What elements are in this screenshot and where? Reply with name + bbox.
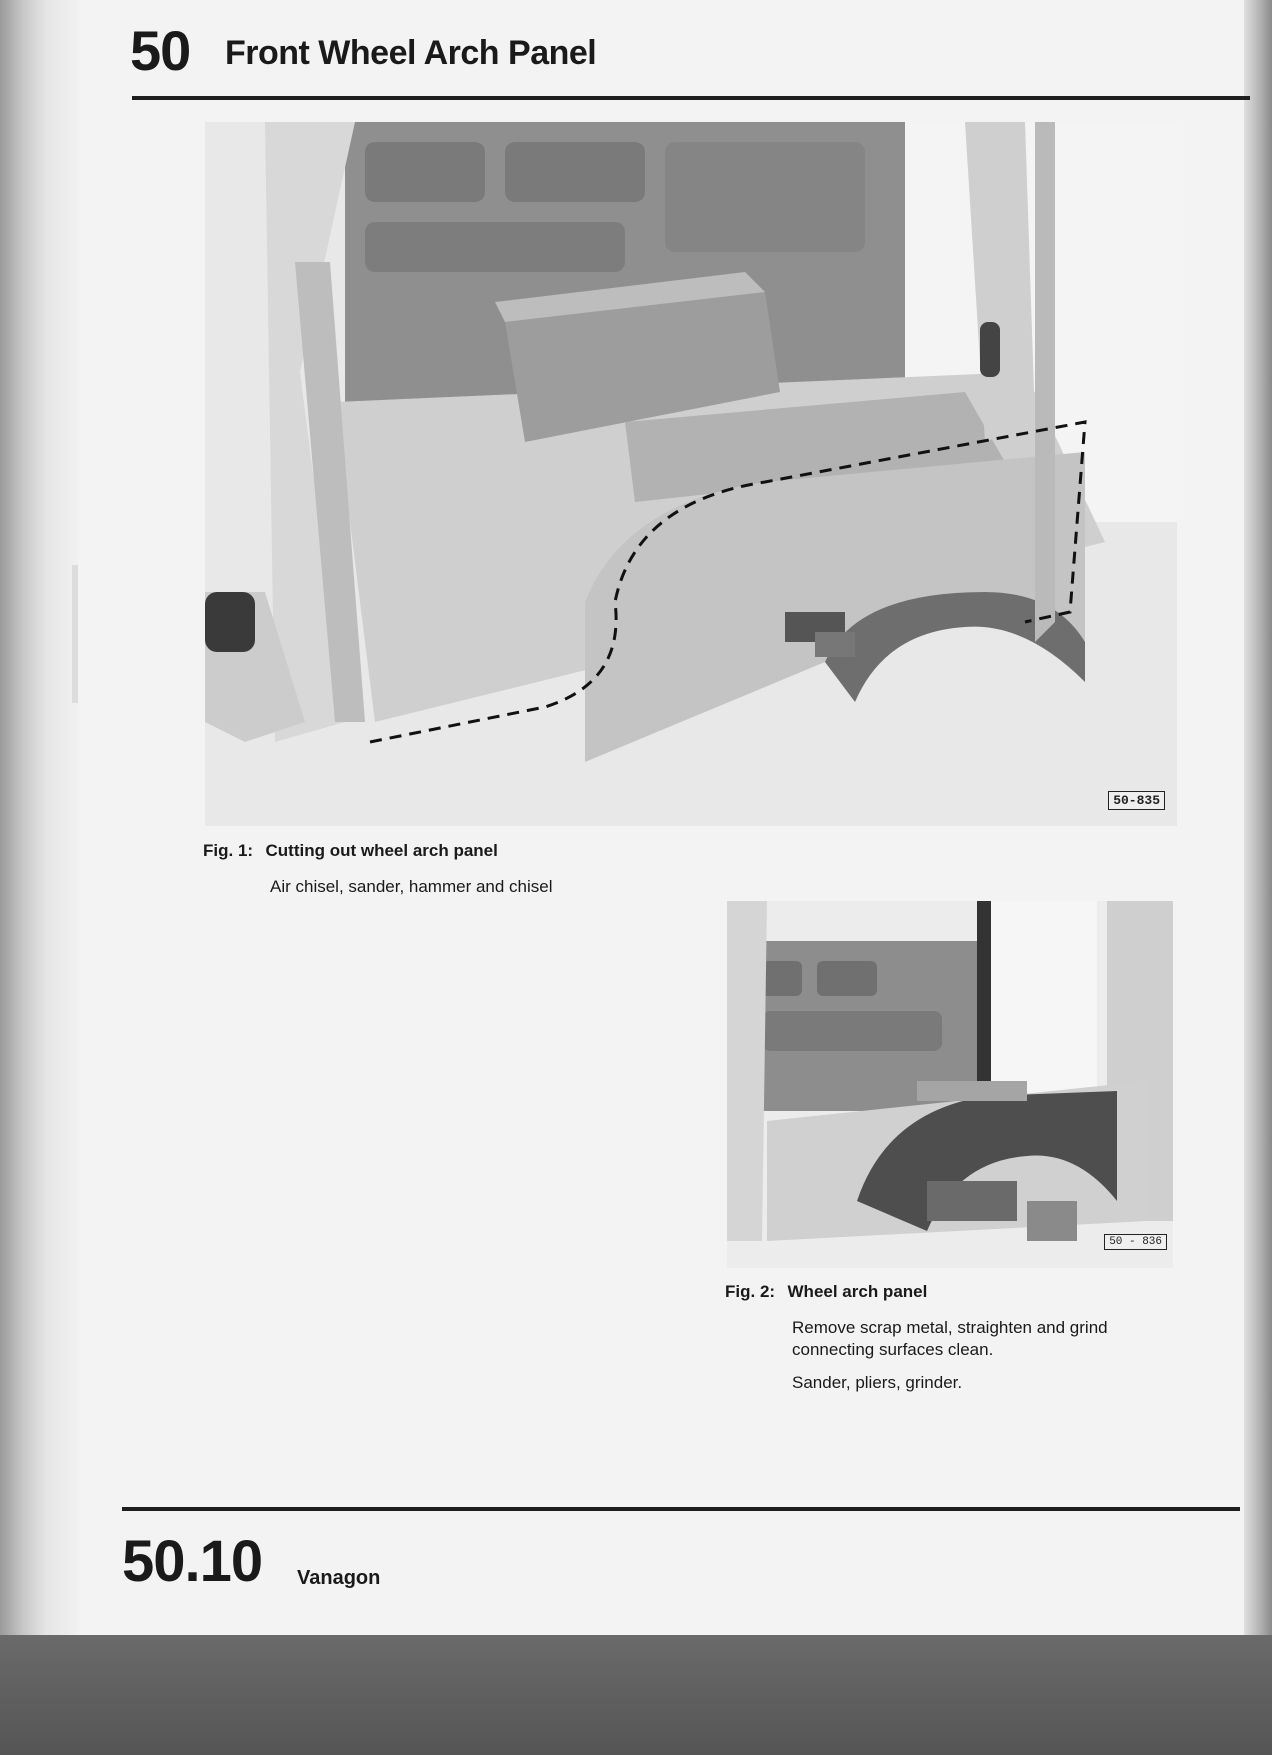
figure-2-text-1: Remove scrap metal, straighten and grind connecting surfaces clean.: [792, 1318, 1108, 1359]
figure-2-caption: [725, 1282, 927, 1302]
scanner-background: [0, 1635, 1272, 1755]
figure-1-label: Fig. 1:: [203, 841, 254, 860]
footer-rule: [122, 1507, 1240, 1511]
section-number: 50: [130, 19, 191, 82]
figure-2-ref-code: 50 - 836: [1104, 1234, 1167, 1250]
figure-2-photo: [727, 901, 1173, 1268]
header-rule: [132, 96, 1250, 100]
figure-1-photo: [205, 122, 1177, 826]
page-title: Front Wheel Arch Panel: [225, 34, 597, 72]
figure-1-illustration: [205, 122, 1177, 826]
figure-1-text: Air chisel, sander, hammer and chisel: [270, 877, 553, 896]
figure-1-title: Cutting out wheel arch panel: [265, 841, 498, 860]
figure-1-caption: [203, 841, 498, 861]
figure-2-label: Fig. 2:: [725, 1282, 776, 1301]
page-number: 50.10: [122, 1529, 263, 1594]
figure-2-text-2: Sander, pliers, grinder.: [792, 1373, 963, 1392]
figure-2-title: Wheel arch panel: [787, 1282, 928, 1301]
book-binding-shadow: [0, 0, 78, 1635]
page-edge-shadow: [1244, 0, 1272, 1635]
figure-2-illustration: [727, 901, 1173, 1268]
figure-1-ref-code: 50-835: [1108, 791, 1165, 810]
vehicle-model: Vanagon: [297, 1567, 381, 1589]
